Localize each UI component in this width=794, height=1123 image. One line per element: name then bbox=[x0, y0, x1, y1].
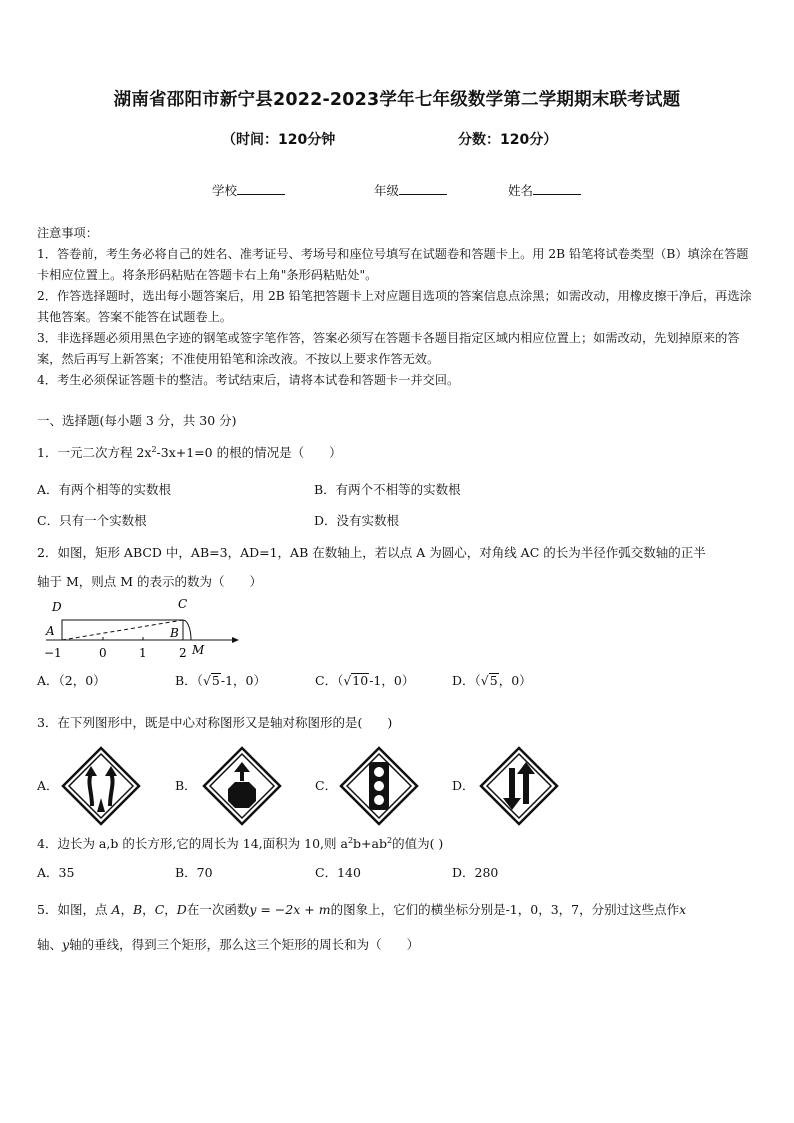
tick-2: 2 bbox=[179, 646, 187, 660]
name-label: 姓名 bbox=[508, 183, 534, 198]
axis-arrow bbox=[232, 637, 239, 643]
question-5-stem-line1: 5．如图，点 A，B，C，D在一次函数y = −2x + m的图象上，它们的横坐标分别是-1，0，3，7，分别过这些点作x bbox=[37, 902, 687, 917]
question-5-stem-line2: 轴、y轴的垂线，得到三个矩形，那么这三个矩形的周长和为（ ） bbox=[37, 937, 420, 952]
question-2-stem-line2: 轴于 M，则点 M 的表示的数为（ ） bbox=[37, 574, 263, 589]
tick-neg1: −1 bbox=[44, 646, 62, 660]
page-title: 湖南省邵阳市新宁县2022-2023学年七年级数学第二学期期末联考试题 bbox=[113, 90, 681, 110]
name-field[interactable] bbox=[508, 181, 581, 199]
school-field[interactable] bbox=[212, 181, 285, 199]
notice-item: 3．非选择题必须用黑色字迹的钢笔或签字笔作答，答案必须写在答题卡各题目指定区域内相应位置上；如需改动，先划掉原来的答案，然后再写上新答案；不准使用铅笔和涂改液。不按以上要求作答无效。 bbox=[37, 331, 740, 366]
question-1-option-c[interactable]: C．只有一个实数根 bbox=[37, 513, 147, 528]
question-1-option-d[interactable]: D．没有实数根 bbox=[314, 513, 400, 528]
question-4-option-a[interactable]: A．35 bbox=[37, 865, 75, 880]
section-heading: 一、选择题(每小题 3 分，共 30 分) bbox=[37, 413, 237, 428]
exam-score: 分数：120分） bbox=[458, 132, 558, 148]
grade-label: 年级 bbox=[374, 183, 400, 198]
traffic-light-sign-icon[interactable] bbox=[339, 746, 419, 826]
question-4-option-b[interactable]: B．70 bbox=[175, 865, 213, 880]
stop-ahead-sign-icon[interactable] bbox=[202, 746, 282, 826]
number-line-figure bbox=[36, 594, 241, 664]
question-2-stem-line1: 2．如图，矩形 ABCD 中，AB=3，AD=1，AB 在数轴上，若以点 A 为圆心，对角线 AC 的长为半径作弧交数轴的正半 bbox=[37, 545, 706, 560]
notice-block bbox=[37, 223, 757, 391]
question-2-option-b[interactable]: B．（√5-1，0） bbox=[175, 673, 266, 688]
two-way-traffic-sign-icon[interactable] bbox=[479, 746, 559, 826]
tick-1: 1 bbox=[139, 646, 147, 660]
grade-field[interactable] bbox=[374, 181, 447, 199]
label-d: D bbox=[52, 600, 62, 614]
label-c: C bbox=[178, 597, 188, 611]
question-3-option-c-label[interactable]: C． bbox=[315, 778, 338, 793]
question-2-option-d[interactable]: D．（√5，0） bbox=[452, 673, 532, 688]
label-m: M bbox=[192, 643, 205, 657]
question-1-stem: 1．一元二次方程 $2x^2-3x+1=0$ 的根的情况是（ ） bbox=[37, 444, 342, 460]
question-3-option-d-label[interactable]: D． bbox=[452, 778, 475, 793]
question-4-stem: 4．边长为 a,b 的长方形,它的周长为 14,面积为 10,则 $a^2b+ab^2$的值为( ) bbox=[37, 835, 444, 851]
question-1-option-a[interactable]: A．有两个相等的实数根 bbox=[37, 482, 172, 497]
question-2-option-c[interactable]: C．（√10-1，0） bbox=[315, 673, 415, 688]
question-3-option-a-label[interactable]: A． bbox=[37, 778, 59, 793]
question-4-option-d[interactable]: D．280 bbox=[452, 865, 499, 880]
merge-road-sign-icon[interactable] bbox=[61, 746, 141, 826]
notice-heading: 注意事项： bbox=[37, 226, 98, 240]
label-a: A bbox=[46, 624, 55, 638]
notice-item: 4．考生必须保证答题卡的整洁。考试结束后，请将本试卷和答题卡一并交回。 bbox=[37, 373, 460, 387]
name-blank[interactable] bbox=[533, 183, 581, 195]
arc bbox=[183, 620, 191, 640]
question-2-option-a[interactable]: A．（2，0） bbox=[37, 673, 106, 688]
question-3-stem: 3．在下列图形中，既是中心对称图形又是轴对称图形的是( ) bbox=[37, 715, 393, 730]
school-blank[interactable] bbox=[237, 183, 285, 195]
question-4-option-c[interactable]: C．140 bbox=[315, 865, 361, 880]
tick-0: 0 bbox=[99, 646, 107, 660]
notice-item: 1．答卷前，考生务必将自己的姓名、准考证号、考场号和座位号填写在试题卷和答题卡上。用 2B 铅笔将试卷类型（B）填涂在答题卡相应位置上。将条形码粘贴在答题卡右上角"条形码粘贴处"。 bbox=[37, 247, 749, 282]
school-label: 学校 bbox=[212, 183, 238, 198]
diagonal-ac bbox=[62, 620, 183, 640]
grade-blank[interactable] bbox=[399, 183, 447, 195]
notice-item: 2．作答选择题时，选出每小题答案后，用 2B 铅笔把答题卡上对应题目选项的答案信息点涂黑；如需改动，用橡皮擦干净后，再选涂其他答案。答案不能答在试题卷上。 bbox=[37, 289, 752, 324]
question-3-option-b-label[interactable]: B． bbox=[175, 778, 197, 793]
exam-time: （时间：120分钟 bbox=[222, 132, 336, 148]
question-1-option-b[interactable]: B．有两个不相等的实数根 bbox=[314, 482, 461, 497]
label-b: B bbox=[170, 626, 179, 640]
